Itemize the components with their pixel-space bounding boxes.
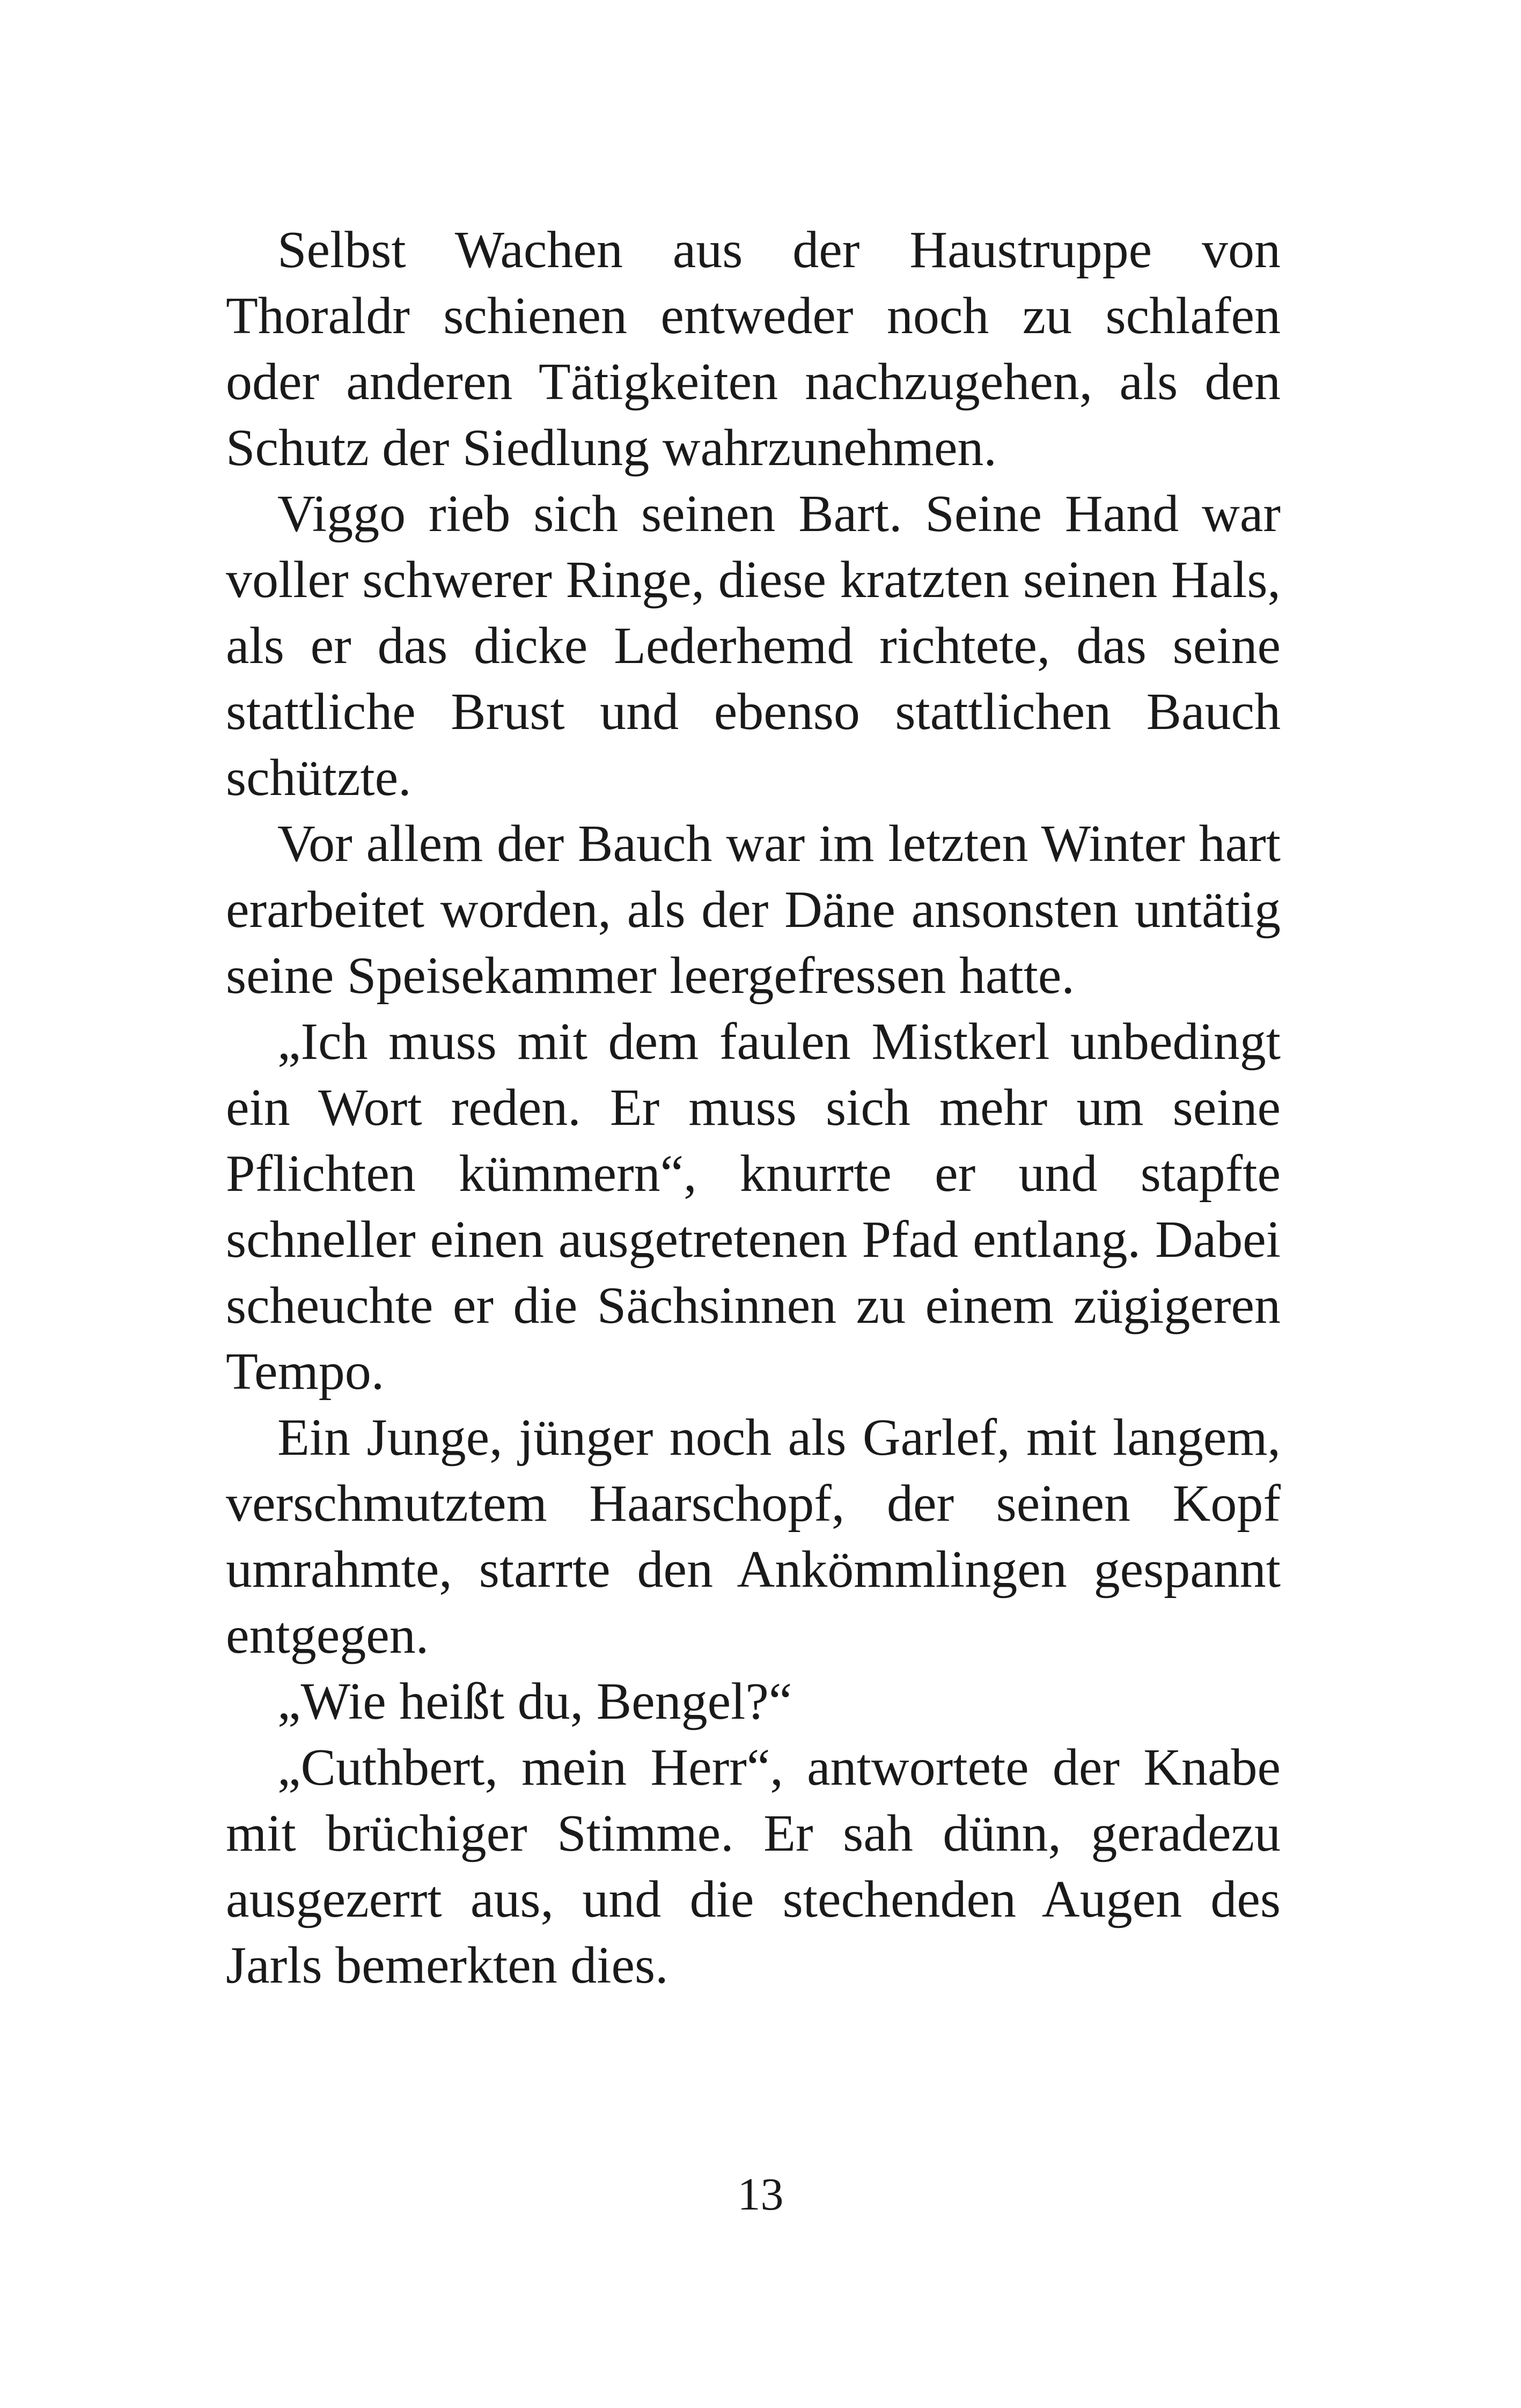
paragraph: Vor allem der Bauch war im letzten Winter hart erarbeitet worden, als der Däne ansonsten untätig seine Speisekammer leergefressen hatte.	[226, 815, 1281, 1005]
body-text	[226, 217, 1281, 1999]
paragraph: Selbst Wachen aus der Haustruppe von Thoraldr schienen entweder noch zu schlafen oder anderen Tätigkeiten nachzugehen, als den Schutz der Siedlung wahrzunehmen.	[226, 221, 1281, 477]
paragraph: Viggo rieb sich seinen Bart. Seine Hand war voller schwerer Ringe, diese kratzten seinen Hals, als er das dicke Lederhemd richtete, das seine stattliche Brust und ebenso stattlichen Bauch schützte.	[226, 485, 1281, 807]
page-number: 13	[737, 2168, 784, 2220]
paragraph: Ein Junge, jünger noch als Garlef, mit langem, verschmutztem Haarschopf, der seinen Kopf umrahmte, starrte den Ankömmlingen gespannt entgegen.	[226, 1409, 1281, 1665]
paragraph: „Ich muss mit dem faulen Mistkerl unbedingt ein Wort reden. Er muss sich mehr um seine Pflichten kümmern“, knurrte er und stapfte schneller einen ausgetretenen Pfad entlang. Dabei scheuchte er die Sächsinnen zu einem zügigeren Tempo.	[226, 1013, 1281, 1401]
paragraph: „Cuthbert, mein Herr“, antwortete der Knabe mit brüchiger Stimme. Er sah dünn, geradezu ausgezerrt aus, und die stechenden Augen des Jarls bemerkten dies.	[226, 1739, 1281, 1994]
paragraph: „Wie heißt du, Bengel?“	[277, 1673, 792, 1730]
